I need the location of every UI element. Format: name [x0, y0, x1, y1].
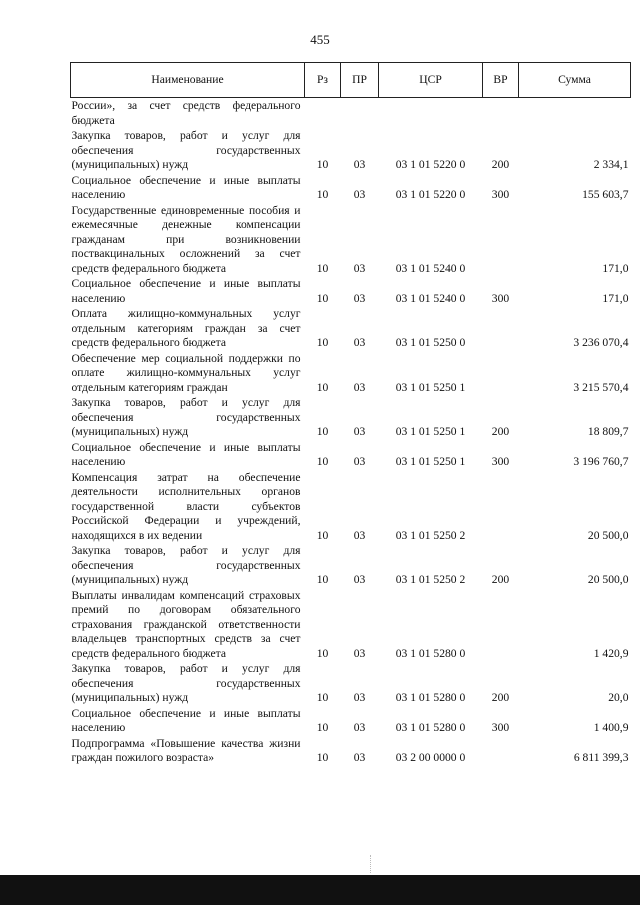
row-csr: 03 1 01 5240 0 — [395, 261, 466, 275]
row-csr — [379, 98, 483, 129]
table-row — [71, 661, 631, 706]
row-name — [71, 736, 305, 766]
row-vr: 300 — [491, 455, 510, 468]
header-sum: Сумма — [519, 63, 631, 98]
row-rz: 10 — [316, 573, 329, 586]
row-vr: 300 — [491, 188, 510, 201]
row-pr: 03 — [353, 691, 366, 704]
row-name-text: Социальное обеспечение и иные выплаты населению — [71, 440, 301, 468]
row-name — [71, 306, 305, 351]
table-row — [71, 470, 631, 544]
row-rz: 10 — [316, 528, 329, 542]
table-row — [71, 588, 631, 662]
table-row — [71, 440, 631, 470]
table-row — [71, 306, 631, 351]
row-rz: 10 — [316, 188, 329, 201]
header-name: Наименование — [71, 63, 305, 98]
row-csr: 03 1 01 5250 1 — [395, 425, 466, 438]
row-csr: 03 1 01 5250 2 — [395, 573, 466, 586]
header-rz: Рз — [305, 63, 341, 98]
row-name — [71, 440, 305, 470]
row-name-text: Оплата жилищно-коммунальных услуг отдельным категориям граждан за счет средств федерального бюджета — [71, 307, 301, 349]
row-vr — [483, 351, 519, 396]
row-name-text: Закупка товаров, работ и услуг для обеспечения государственных (муниципальных) нужд — [71, 396, 301, 438]
row-vr — [483, 203, 519, 277]
row-csr: 03 1 01 5280 0 — [395, 646, 466, 660]
row-pr: 03 — [353, 751, 366, 764]
header-vr: ВР — [483, 63, 519, 98]
budget-table — [70, 62, 631, 766]
row-name — [71, 706, 305, 736]
row-name-text: Закупка товаров, работ и услуг для обеспечения государственных (муниципальных) нужд — [71, 544, 301, 586]
header-pr: ПР — [341, 63, 379, 98]
row-csr: 03 1 01 5250 1 — [395, 455, 466, 468]
scan-bottom-border — [0, 875, 640, 905]
row-name — [71, 98, 305, 129]
row-vr: 200 — [491, 691, 510, 704]
row-csr: 03 1 01 5240 0 — [395, 291, 466, 305]
row-name — [71, 203, 305, 277]
row-sum: 3 215 570,4 — [573, 380, 629, 394]
row-name-text: Подпрограмма «Повышение качества жизни граждан пожилого возраста» — [71, 736, 301, 764]
row-sum: 20 500,0 — [587, 573, 629, 586]
row-name — [71, 588, 305, 662]
row-rz: 10 — [316, 158, 329, 171]
row-rz: 10 — [316, 721, 329, 734]
row-name-text: Социальное обеспечение и иные выплаты населению — [71, 173, 301, 201]
row-vr — [483, 470, 519, 544]
row-name-text: Государственные единовременные пособия и ежемесячные денежные компенсации гражданам при возникновении поствакцинальных осложнений за счет средств федерального бюджета — [71, 203, 301, 275]
row-pr: 03 — [353, 721, 366, 734]
row-rz — [305, 98, 341, 129]
table-header-row — [71, 63, 631, 98]
row-pr: 03 — [353, 188, 366, 201]
row-rz: 10 — [316, 691, 329, 704]
row-rz: 10 — [316, 425, 329, 438]
row-vr — [483, 98, 519, 129]
row-vr: 200 — [491, 573, 510, 586]
row-sum: 18 809,7 — [587, 425, 629, 438]
row-rz: 10 — [316, 261, 329, 275]
row-sum: 3 196 760,7 — [573, 455, 629, 468]
row-rz: 10 — [316, 291, 329, 305]
table-row — [71, 203, 631, 277]
row-sum: 1 420,9 — [593, 646, 629, 660]
row-name-text: Закупка товаров, работ и услуг для обеспечения государственных (муниципальных) нужд — [71, 662, 301, 704]
row-rz: 10 — [316, 646, 329, 660]
row-sum: 171,0 — [602, 291, 629, 305]
row-name — [71, 173, 305, 203]
row-pr: 03 — [353, 425, 366, 438]
row-sum: 171,0 — [602, 261, 629, 275]
row-name — [71, 351, 305, 396]
row-name — [71, 128, 305, 173]
row-pr: 03 — [353, 646, 366, 660]
row-vr: 300 — [491, 721, 510, 734]
row-rz: 10 — [316, 455, 329, 468]
table-row — [71, 276, 631, 306]
row-pr: 03 — [353, 261, 366, 275]
table-row — [71, 351, 631, 396]
row-vr — [483, 306, 519, 351]
row-vr: 200 — [491, 425, 510, 438]
row-sum: 20,0 — [608, 691, 629, 704]
row-rz: 10 — [316, 336, 329, 349]
row-pr: 03 — [353, 573, 366, 586]
row-sum: 3 236 070,4 — [573, 336, 629, 349]
row-vr — [483, 736, 519, 766]
row-rz: 10 — [316, 751, 329, 764]
row-rz: 10 — [316, 380, 329, 394]
row-name-text: Обеспечение мер социальной поддержки по оплате жилищно-коммунальных услуг отдельным категориям граждан — [71, 351, 301, 394]
row-name-text: России», за счет средств федерального бюджета — [71, 99, 301, 127]
row-pr: 03 — [353, 158, 366, 171]
row-pr: 03 — [353, 291, 366, 305]
row-csr: 03 1 01 5250 2 — [395, 528, 466, 542]
scan-artifact — [370, 855, 372, 873]
table-row — [71, 128, 631, 173]
row-csr: 03 1 01 5220 0 — [395, 158, 466, 171]
row-vr: 200 — [491, 158, 510, 171]
table-row — [71, 706, 631, 736]
row-csr: 03 1 01 5250 1 — [395, 380, 466, 394]
table-row — [71, 395, 631, 440]
row-sum: 6 811 399,3 — [573, 751, 629, 764]
row-name-text: Выплаты инвалидам компенсаций страховых премий по договорам обязательного страхования гражданской ответственности владельцев транспортных средств за счет средств федерального бюджета — [71, 588, 301, 660]
row-name-text: Компенсация затрат на обеспечение деятельности исполнительных органов государственной власти субъектов Российской Федерации и учреждений, находящихся в их ведении — [71, 470, 301, 542]
table-body — [71, 98, 631, 766]
row-csr: 03 1 01 5280 0 — [395, 721, 466, 734]
page-number: 455 — [310, 32, 330, 47]
row-name — [71, 661, 305, 706]
row-csr: 03 1 01 5250 0 — [395, 336, 466, 349]
row-vr: 300 — [491, 291, 510, 305]
row-name — [71, 470, 305, 544]
row-name — [71, 395, 305, 440]
row-sum: 20 500,0 — [587, 528, 629, 542]
row-sum: 2 334,1 — [593, 158, 629, 171]
row-sum: 1 400,9 — [593, 721, 629, 734]
row-name-text: Социальное обеспечение и иные выплаты населению — [71, 706, 301, 734]
table-row — [71, 543, 631, 588]
row-sum — [519, 98, 631, 129]
row-name-text: Социальное обеспечение и иные выплаты населению — [71, 277, 301, 305]
row-pr: 03 — [353, 455, 366, 468]
header-csr: ЦСР — [379, 63, 483, 98]
row-csr: 03 1 01 5280 0 — [395, 691, 466, 704]
row-name-text: Закупка товаров, работ и услуг для обеспечения государственных (муниципальных) нужд — [71, 129, 301, 171]
table-row — [71, 173, 631, 203]
row-pr: 03 — [353, 380, 366, 394]
row-name — [71, 276, 305, 306]
row-vr — [483, 588, 519, 662]
row-csr: 03 2 00 0000 0 — [395, 751, 466, 764]
row-name — [71, 543, 305, 588]
row-pr: 03 — [353, 528, 366, 542]
table-row — [71, 736, 631, 766]
row-csr: 03 1 01 5220 0 — [395, 188, 466, 201]
row-sum: 155 603,7 — [582, 188, 629, 201]
row-pr — [341, 98, 379, 129]
table-row — [71, 98, 631, 129]
row-pr: 03 — [353, 336, 366, 349]
